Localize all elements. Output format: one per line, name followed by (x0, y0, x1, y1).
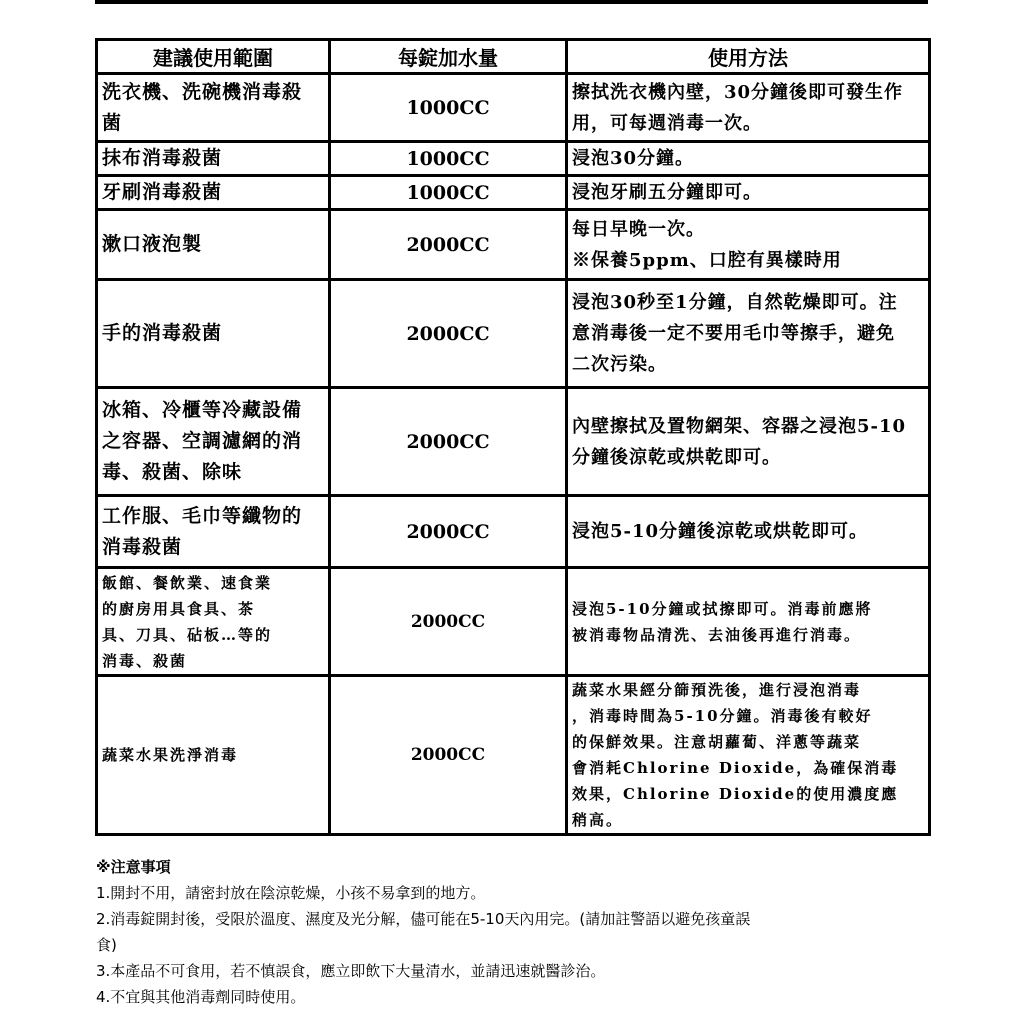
water-cell: 2000CC (330, 568, 567, 676)
notes-section (96, 854, 928, 1010)
scope-line: 漱口液泡製 (102, 233, 203, 255)
method-line: 內壁擦拭及置物網架、容器之浸泡5-10 (572, 415, 907, 437)
scope-line: 冰箱、冷櫃等冷藏設備 (102, 399, 303, 421)
table-row (97, 568, 930, 676)
method-line: 蔬菜水果經分篩預洗後，進行浸泡消毒 (572, 681, 862, 699)
method-line: 被消毒物品清洗、去油後再進行消毒。 (572, 625, 862, 644)
method-cell (567, 388, 930, 496)
scope-line: 抹布消毒殺菌 (102, 147, 223, 169)
scope-line: 蔬菜水果洗淨消毒 (102, 746, 239, 764)
header-row (97, 40, 930, 74)
method-line: 浸泡30秒至1分鐘，自然乾燥即可。注 (572, 292, 898, 313)
scope-cell (97, 176, 330, 210)
scope-cell (97, 676, 330, 835)
header-method: 使用方法 (567, 40, 930, 74)
scope-line: 毒、殺菌、除味 (102, 461, 243, 483)
usage-table (95, 38, 931, 836)
method-line: 用，可每週消毒一次。 (572, 112, 762, 134)
method-line: 二次污染。 (572, 354, 667, 375)
note-item: 食) (96, 936, 117, 954)
scope-line: 飯館、餐飲業、速食業 (102, 573, 273, 592)
method-cell (567, 496, 930, 568)
water-cell: 2000CC (330, 496, 567, 568)
method-line: 稍高。 (572, 811, 624, 829)
table-row (97, 388, 930, 496)
scope-line: 的廚房用具食具、茶 (102, 599, 256, 618)
scope-line: 消毒、殺菌 (102, 651, 188, 670)
method-line: 會消耗Chlorine Dioxide，為確保消毒 (572, 759, 899, 777)
scope-cell (97, 496, 330, 568)
water-cell: 2000CC (330, 676, 567, 835)
note-item: 4.不宜與其他消毒劑同時使用。 (96, 988, 306, 1006)
table-row (97, 280, 930, 388)
method-cell (567, 74, 930, 142)
scope-line: 菌 (102, 111, 123, 134)
scope-cell (97, 388, 330, 496)
table-row (97, 176, 930, 210)
water-cell: 2000CC (330, 210, 567, 280)
method-cell (567, 568, 930, 676)
method-cell (567, 176, 930, 210)
notes-heading: ※注意事項 (96, 858, 171, 876)
water-cell: 1000CC (330, 142, 567, 176)
scope-cell (97, 210, 330, 280)
table-row (97, 496, 930, 568)
scope-line: 洗衣機、洗碗機消毒殺 (102, 80, 303, 103)
scope-line: 工作服、毛巾等纖物的 (102, 504, 303, 527)
method-line: 分鐘後涼乾或烘乾即可。 (572, 446, 781, 468)
scope-line: 牙刷消毒殺菌 (102, 181, 223, 203)
scope-cell (97, 74, 330, 142)
method-line: ※保養5ppm、口腔有異樣時用 (572, 249, 842, 271)
scope-cell (97, 142, 330, 176)
method-line: 意消毒後一定不要用毛巾等擦手，避免 (572, 323, 895, 344)
scope-line: 具、刀具、砧板…等的 (102, 625, 273, 644)
method-line: 擦拭洗衣機內壁，30分鐘後即可發生作 (572, 81, 904, 103)
water-cell: 1000CC (330, 176, 567, 210)
scope-line: 手的消毒殺菌 (102, 322, 223, 344)
method-line: 每日早晚一次。 (572, 218, 705, 240)
water-cell: 2000CC (330, 388, 567, 496)
method-line: 浸泡30分鐘。 (572, 148, 695, 169)
method-line: 的保鮮效果。注意胡蘿蔔、洋蔥等蔬菜 (572, 733, 862, 751)
scope-cell (97, 568, 330, 676)
note-item: 1.開封不用，請密封放在陰涼乾燥，小孩不易拿到的地方。 (96, 884, 486, 902)
header-scope: 建議使用範圍 (97, 40, 330, 74)
method-line: 浸泡5-10分鐘或拭擦即可。消毒前應將 (572, 599, 873, 618)
method-cell (567, 210, 930, 280)
table-row (97, 676, 930, 835)
header-water: 每錠加水量 (330, 40, 567, 74)
method-cell (567, 676, 930, 835)
method-cell (567, 142, 930, 176)
scope-line: 消毒殺菌 (102, 535, 183, 558)
scope-cell (97, 280, 330, 388)
water-cell: 2000CC (330, 280, 567, 388)
note-item: 3.本產品不可食用，若不慎誤食，應立即飲下大量清水，並請迅速就醫診治。 (96, 962, 606, 980)
note-item: 2.消毒錠開封後，受限於溫度、濕度及光分解，儘可能在5-10天內用完。(請加註警語以避免孩童誤 (96, 910, 751, 928)
top-rule (95, 0, 928, 4)
water-cell: 1000CC (330, 74, 567, 142)
method-line: ，消毒時間為5-10分鐘。消毒後有較好 (572, 707, 873, 725)
method-cell (567, 280, 930, 388)
table-row (97, 142, 930, 176)
method-line: 浸泡牙刷五分鐘即可。 (572, 182, 762, 203)
scope-line: 之容器、空調濾網的消 (102, 430, 303, 452)
method-line: 浸泡5-10分鐘後涼乾或烘乾即可。 (572, 521, 869, 542)
method-line: 效果，Chlorine Dioxide的使用濃度應 (572, 785, 899, 803)
table-row (97, 210, 930, 280)
table-row (97, 74, 930, 142)
